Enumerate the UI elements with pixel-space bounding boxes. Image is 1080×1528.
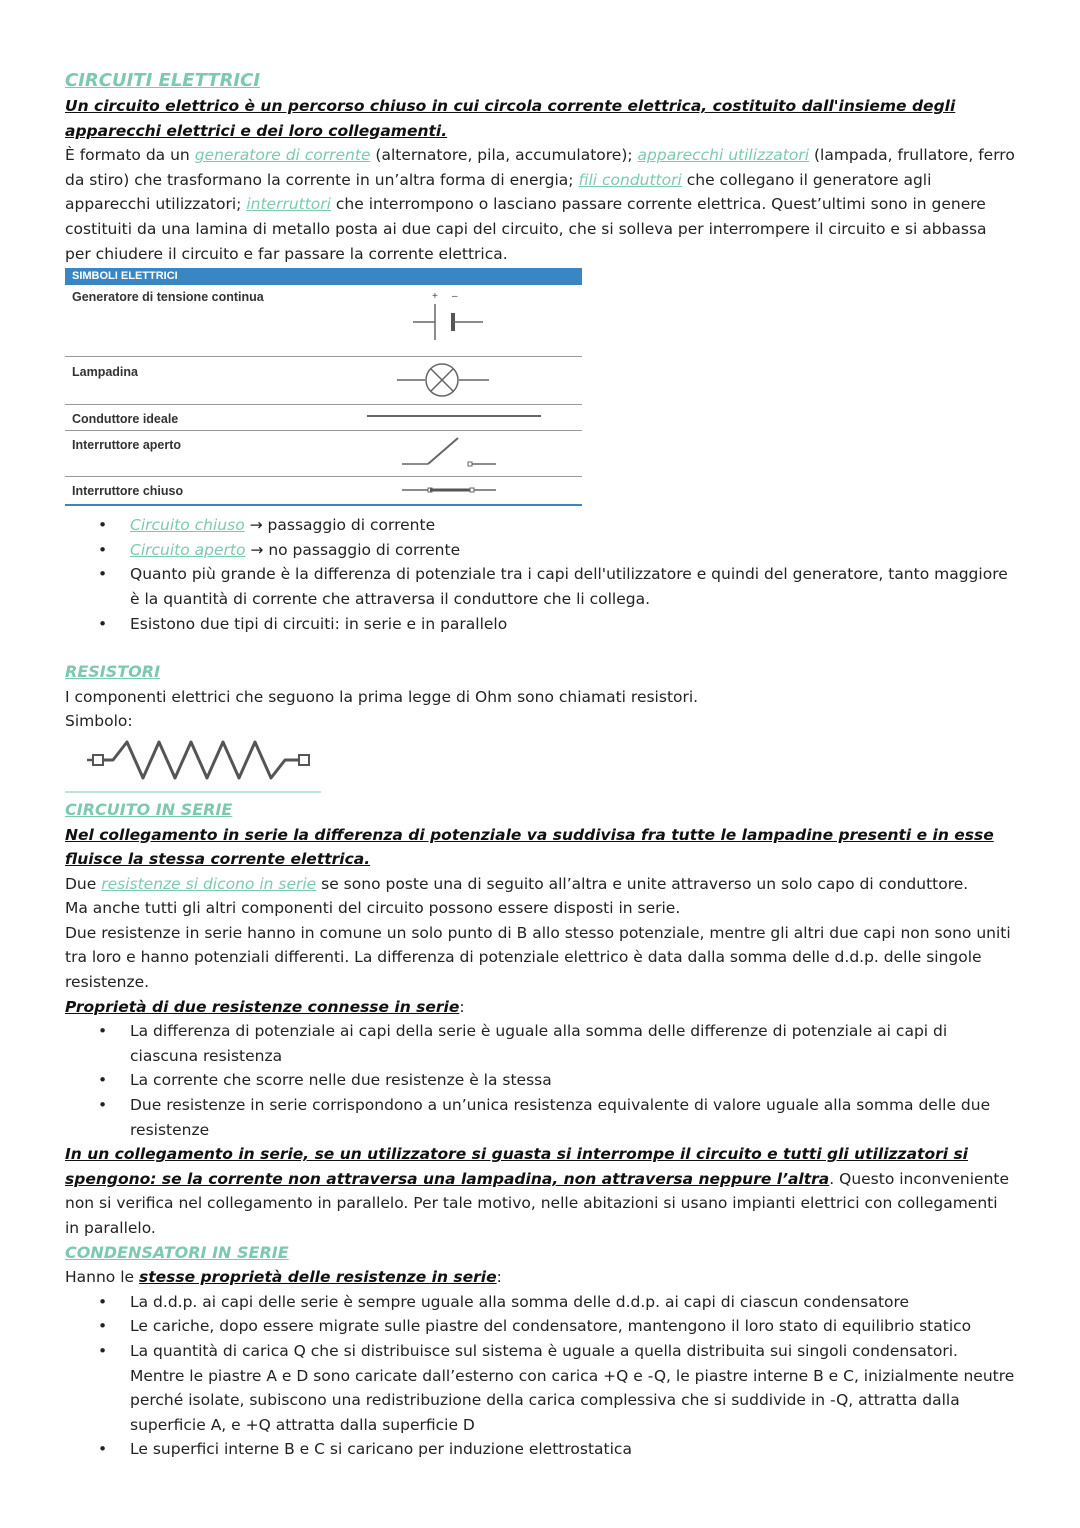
- text-span: (alternatore, pila, accumulatore);: [370, 146, 638, 165]
- text-span: È formato da un: [65, 146, 195, 165]
- serie-paragraph-2: Ma anche tutti gli altri componenti del circuito possono essere disposti in serie.: [65, 899, 681, 918]
- text-span: :: [459, 997, 465, 1016]
- text-span: se sono poste una di seguito all’altra e unite attraverso un solo capo di conduttore.: [316, 874, 969, 893]
- keyword-interruttori: interruttori: [246, 195, 331, 214]
- keyword-generatore: generatore di corrente: [194, 146, 371, 165]
- resistor-symbol: [65, 736, 325, 798]
- serie-warning: [65, 1142, 1015, 1240]
- arrow-icon: →: [250, 540, 264, 559]
- keyword-apparecchi: apparecchi utilizzatori: [637, 146, 810, 165]
- arrow-icon: →: [249, 516, 263, 535]
- bullet: •: [98, 565, 108, 584]
- list-item: [65, 1019, 1015, 1068]
- list-item: [65, 513, 1015, 538]
- row-label-lampadina: Lampadina: [72, 365, 138, 380]
- properties-heading: [65, 995, 1015, 1020]
- list-item-text: no passaggio di corrente: [263, 540, 461, 559]
- row-label-conduttore: Conduttore ideale: [72, 412, 179, 427]
- condensatori-heading: CONDENSATORI IN SERIE: [65, 1242, 289, 1262]
- bullet: •: [98, 614, 108, 633]
- table-bottom-rule: [65, 504, 582, 506]
- serie-definition: Nel collegamento in serie la differenza di potenziale va suddivisa fra tutte le lampadine presenti e in esse fluisce la stessa corrente elettrica.: [65, 825, 994, 869]
- symbols-table: [65, 268, 582, 509]
- bullet: •: [98, 1071, 108, 1090]
- table-divider: [65, 404, 582, 405]
- bullet: •: [98, 1292, 108, 1311]
- row-label-interruttore-chiuso: Interruttore chiuso: [72, 484, 184, 499]
- row-label-interruttore-aperto: Interruttore aperto: [72, 438, 182, 453]
- list-item: [65, 1437, 1015, 1462]
- list-item-text: Due resistenze in serie corrispondono a un’unica resistenza equivalente di valore uguale alla somma delle due resistenze: [130, 1096, 991, 1139]
- circuit-bullets: [65, 513, 1015, 636]
- keyword-circuito-aperto: Circuito aperto: [130, 540, 246, 559]
- dc-source-symbol: [405, 288, 495, 344]
- bullet: •: [98, 1317, 108, 1336]
- list-item-text: Le cariche, dopo essere migrate sulle piastre del condensatore, mantengono il loro stato di equilibrio statico: [130, 1317, 972, 1336]
- table-divider: [65, 476, 582, 477]
- intro-paragraph: [65, 143, 1015, 266]
- list-item: [65, 1339, 1015, 1437]
- text-span: :: [496, 1268, 502, 1287]
- list-item-text: La quantità di carica Q che si distribuisce sul sistema è uguale a quella distribuita sui singoli condensatori. Mentre le piastre A e D sono caricate dall’esterno con carica +Q e -Q, le piastre interne B e C, inizialmente neutre perché isolate, subiscono una redistribuzione della carica complessiva che si suddivide in -Q, attratta dalla superficie A, e +Q attratta dalla superficie D: [130, 1341, 1015, 1434]
- list-item-text: La corrente che scorre nelle due resistenze è la stessa: [130, 1071, 552, 1090]
- list-item-text: La differenza di potenziale ai capi della serie è uguale alla somma delle differenze di potenziale ai capi di ciascuna resistenza: [130, 1022, 948, 1065]
- properties-title: Proprietà di due resistenze connesse in serie: [65, 997, 460, 1016]
- condensatori-list: [65, 1290, 1015, 1462]
- bullet: •: [98, 1440, 108, 1459]
- closed-switch-symbol: [400, 482, 500, 498]
- list-item: [65, 1093, 1015, 1142]
- keyword-resistenze-serie: resistenze si dicono in serie: [101, 874, 317, 893]
- warning-bold: In un collegamento in serie, se un utilizzatore si guasta si interrompe il circuito e tutti gli utilizzatori si spengono: se la corrente non attraversa una lampadina, non attraversa neppure l’altra: [65, 1145, 968, 1188]
- list-item: [65, 562, 1015, 611]
- wire-symbol: [365, 410, 545, 422]
- bullet: •: [98, 1341, 108, 1360]
- list-item-text: La d.d.p. ai capi delle serie è sempre uguale alla somma delle d.d.p. ai capi di ciascun condensatore: [130, 1292, 910, 1311]
- list-item-text: passaggio di corrente: [262, 516, 436, 535]
- text-span: che collegano il generatore agli apparecchi utilizzatori;: [65, 170, 932, 214]
- row-label-generatore: Generatore di tensione continua: [72, 290, 264, 305]
- bullet: •: [98, 1022, 108, 1041]
- text-span: . Questo inconveniente non si verifica nel collegamento in parallelo. Per tale motivo, nelle abitazioni si usano impianti elettrici con collegamenti in parallelo.: [65, 1169, 1010, 1237]
- list-item: [65, 1314, 1015, 1339]
- keyword-fili: fili conduttori: [578, 170, 682, 189]
- serie-paragraph-1: [65, 872, 1015, 897]
- intro-definition: Un circuito elettrico è un percorso chiuso in cui circola corrente elettrica, costituito dall'insieme degli apparecchi elettrici e dei loro collegamenti.: [65, 97, 956, 140]
- list-item-text: Esistono due tipi di circuiti: in serie e in parallelo: [130, 614, 508, 633]
- text-span: Due: [65, 874, 102, 893]
- open-switch-symbol: [400, 434, 500, 474]
- bullet: •: [98, 540, 108, 559]
- list-item-text: Quanto più grande è la differenza di potenziale tra i capi dell'utilizzatore e quindi del generatore, tanto maggiore è la quantità di corrente che attraversa il conduttore che li collega.: [130, 565, 1008, 608]
- text-span: (lampada, frullatore, ferro da stiro) che trasformano la corrente in un’altra forma di energia;: [65, 146, 1015, 189]
- table-divider: [65, 430, 582, 431]
- resistori-heading: RESISTORI: [65, 662, 161, 682]
- condensatori-intro: [65, 1265, 1015, 1290]
- page-title: CIRCUITI ELETTRICI: [65, 70, 261, 91]
- condensatori-intro-bold: stesse proprietà delle resistenze in serie: [138, 1268, 497, 1287]
- list-item: [65, 1068, 1015, 1093]
- symbol-label: Simbolo:: [65, 712, 133, 731]
- text-span: che interrompono o lasciano passare corrente elettrica. Quest’ultimi sono in genere costituiti da una lamina di metallo posta ai due capi del circuito, che si solleva per interrompere il circuito e si abbassa per chiudere il circuito e far passare la corrente elettrica.: [65, 195, 987, 263]
- document-body: [65, 68, 1015, 1462]
- symbols-table-header: SIMBOLI ELETTRICI: [65, 268, 582, 285]
- bullet: •: [98, 1096, 108, 1115]
- list-item: [65, 612, 1015, 637]
- plus-sign: +: [432, 291, 438, 303]
- minus-sign: –: [452, 291, 458, 303]
- table-divider: [65, 356, 582, 357]
- list-item-text: Le superfici interne B e C si caricano per induzione elettrostatica: [130, 1440, 632, 1459]
- list-item: [65, 538, 1015, 563]
- list-item: [65, 1290, 1015, 1315]
- keyword-circuito-chiuso: Circuito chiuso: [130, 516, 245, 535]
- serie-properties-list: [65, 1019, 1015, 1142]
- bullet: •: [98, 516, 108, 535]
- serie-paragraph-3: Due resistenze in serie hanno in comune un solo punto di B allo stesso potenziale, mentre gli altri due capi non sono uniti tra loro e hanno potenziali differenti. La differenza di potenziale elettrico è data dalla somma delle d.d.p. delle singole resistenze.: [65, 923, 1011, 992]
- serie-heading: CIRCUITO IN SERIE: [65, 799, 233, 819]
- lamp-symbol: [395, 360, 495, 400]
- resistori-text: I componenti elettrici che seguono la prima legge di Ohm sono chiamati resistori.: [65, 687, 699, 706]
- text-span: Hanno le: [65, 1268, 139, 1287]
